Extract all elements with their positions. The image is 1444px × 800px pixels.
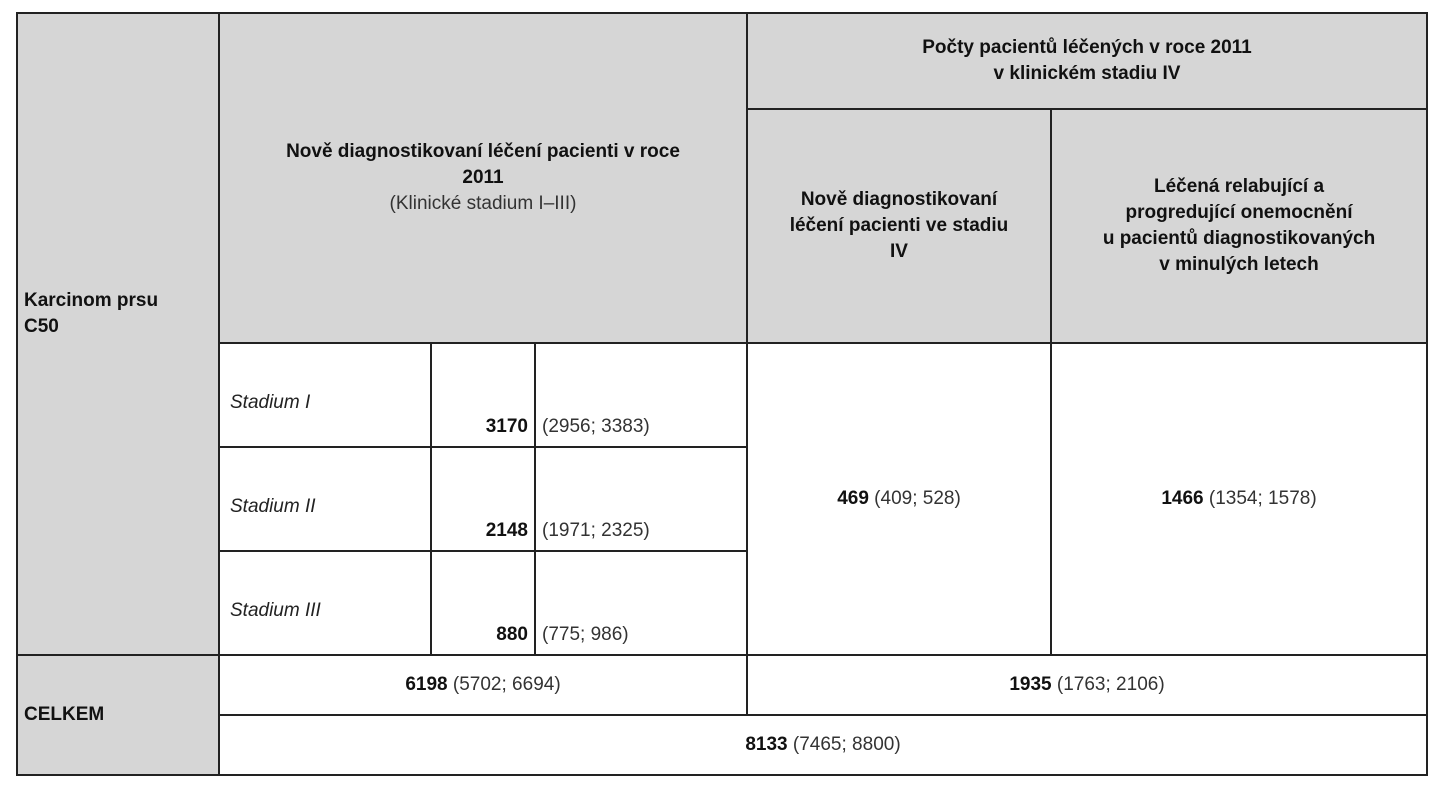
total-stage4-cell <box>747 655 1427 715</box>
total-stage4-ci: (1763; 2106) <box>1056 673 1165 695</box>
total-stage13-value: 6198 <box>405 673 448 695</box>
row-label-karcinom-line2: C50 <box>24 316 59 337</box>
row-label-karcinom-line1: Karcinom prsu <box>24 290 159 312</box>
relapse-cell <box>1051 343 1427 655</box>
grand-total-value: 8133 <box>745 733 788 755</box>
stage-value-3: 880 <box>431 551 535 655</box>
header-stage4-title-line2: v klinickém stadiu IV <box>993 63 1181 84</box>
relapse-value: 1466 <box>1161 487 1204 509</box>
header-new-line1: Nově diagnostikovaní léčení pacienti v roce <box>286 140 680 162</box>
stage-value-2: 2148 <box>431 447 535 551</box>
patient-counts-table <box>16 12 1428 776</box>
stage-ci-3: (775; 986) <box>535 551 747 655</box>
grand-total-ci: (7465; 8800) <box>792 733 901 755</box>
header-relapse-line4: v minulých letech <box>1159 254 1319 276</box>
total-stage4-value: 1935 <box>1009 673 1052 695</box>
stage-ci-2: (1971; 2325) <box>535 447 747 551</box>
header-relapse-line1: Léčená relabující a <box>1153 175 1325 197</box>
stage4-new-cell <box>747 343 1051 655</box>
header-new-line2: 2011 <box>462 166 504 188</box>
total-stage13-cell <box>219 655 747 715</box>
stage-name-3: Stadium III <box>219 551 431 655</box>
stage4-new-ci: (409; 528) <box>874 487 961 509</box>
header-new-stage4-line1: Nově diagnostikovaní <box>800 188 998 210</box>
header-new-stage4-line2: léčení pacienti ve stadiu <box>789 214 1009 236</box>
header-new-stage4 <box>747 109 1051 343</box>
header-stage4-title <box>747 13 1427 109</box>
stage-name-2: Stadium II <box>219 447 431 551</box>
stage-ci-1: (2956; 3383) <box>535 343 747 447</box>
header-stage4-title-line1: Počty pacientů léčených v roce 2011 <box>922 36 1252 58</box>
row-label-total: CELKEM <box>17 655 219 775</box>
header-relapse-line2: progredující onemocnění <box>1125 201 1353 223</box>
total-stage13-ci: (5702; 6694) <box>452 673 561 695</box>
relapse-ci: (1354; 1578) <box>1208 487 1317 509</box>
table-container <box>16 12 1428 776</box>
stage-name-1: Stadium I <box>219 343 431 447</box>
header-relapse <box>1051 109 1427 343</box>
header-relapse-line3: u pacientů diagnostikovaných <box>1102 228 1376 249</box>
header-new-stage4-line3: IV <box>890 241 908 263</box>
stage4-new-value: 469 <box>837 487 869 509</box>
stage-value-1: 3170 <box>431 343 535 447</box>
header-new-line3: (Klinické stadium I–III) <box>389 193 577 215</box>
grand-total-cell <box>219 715 1427 775</box>
header-new-diagnosed <box>219 13 747 343</box>
row-label-karcinom <box>17 13 219 655</box>
